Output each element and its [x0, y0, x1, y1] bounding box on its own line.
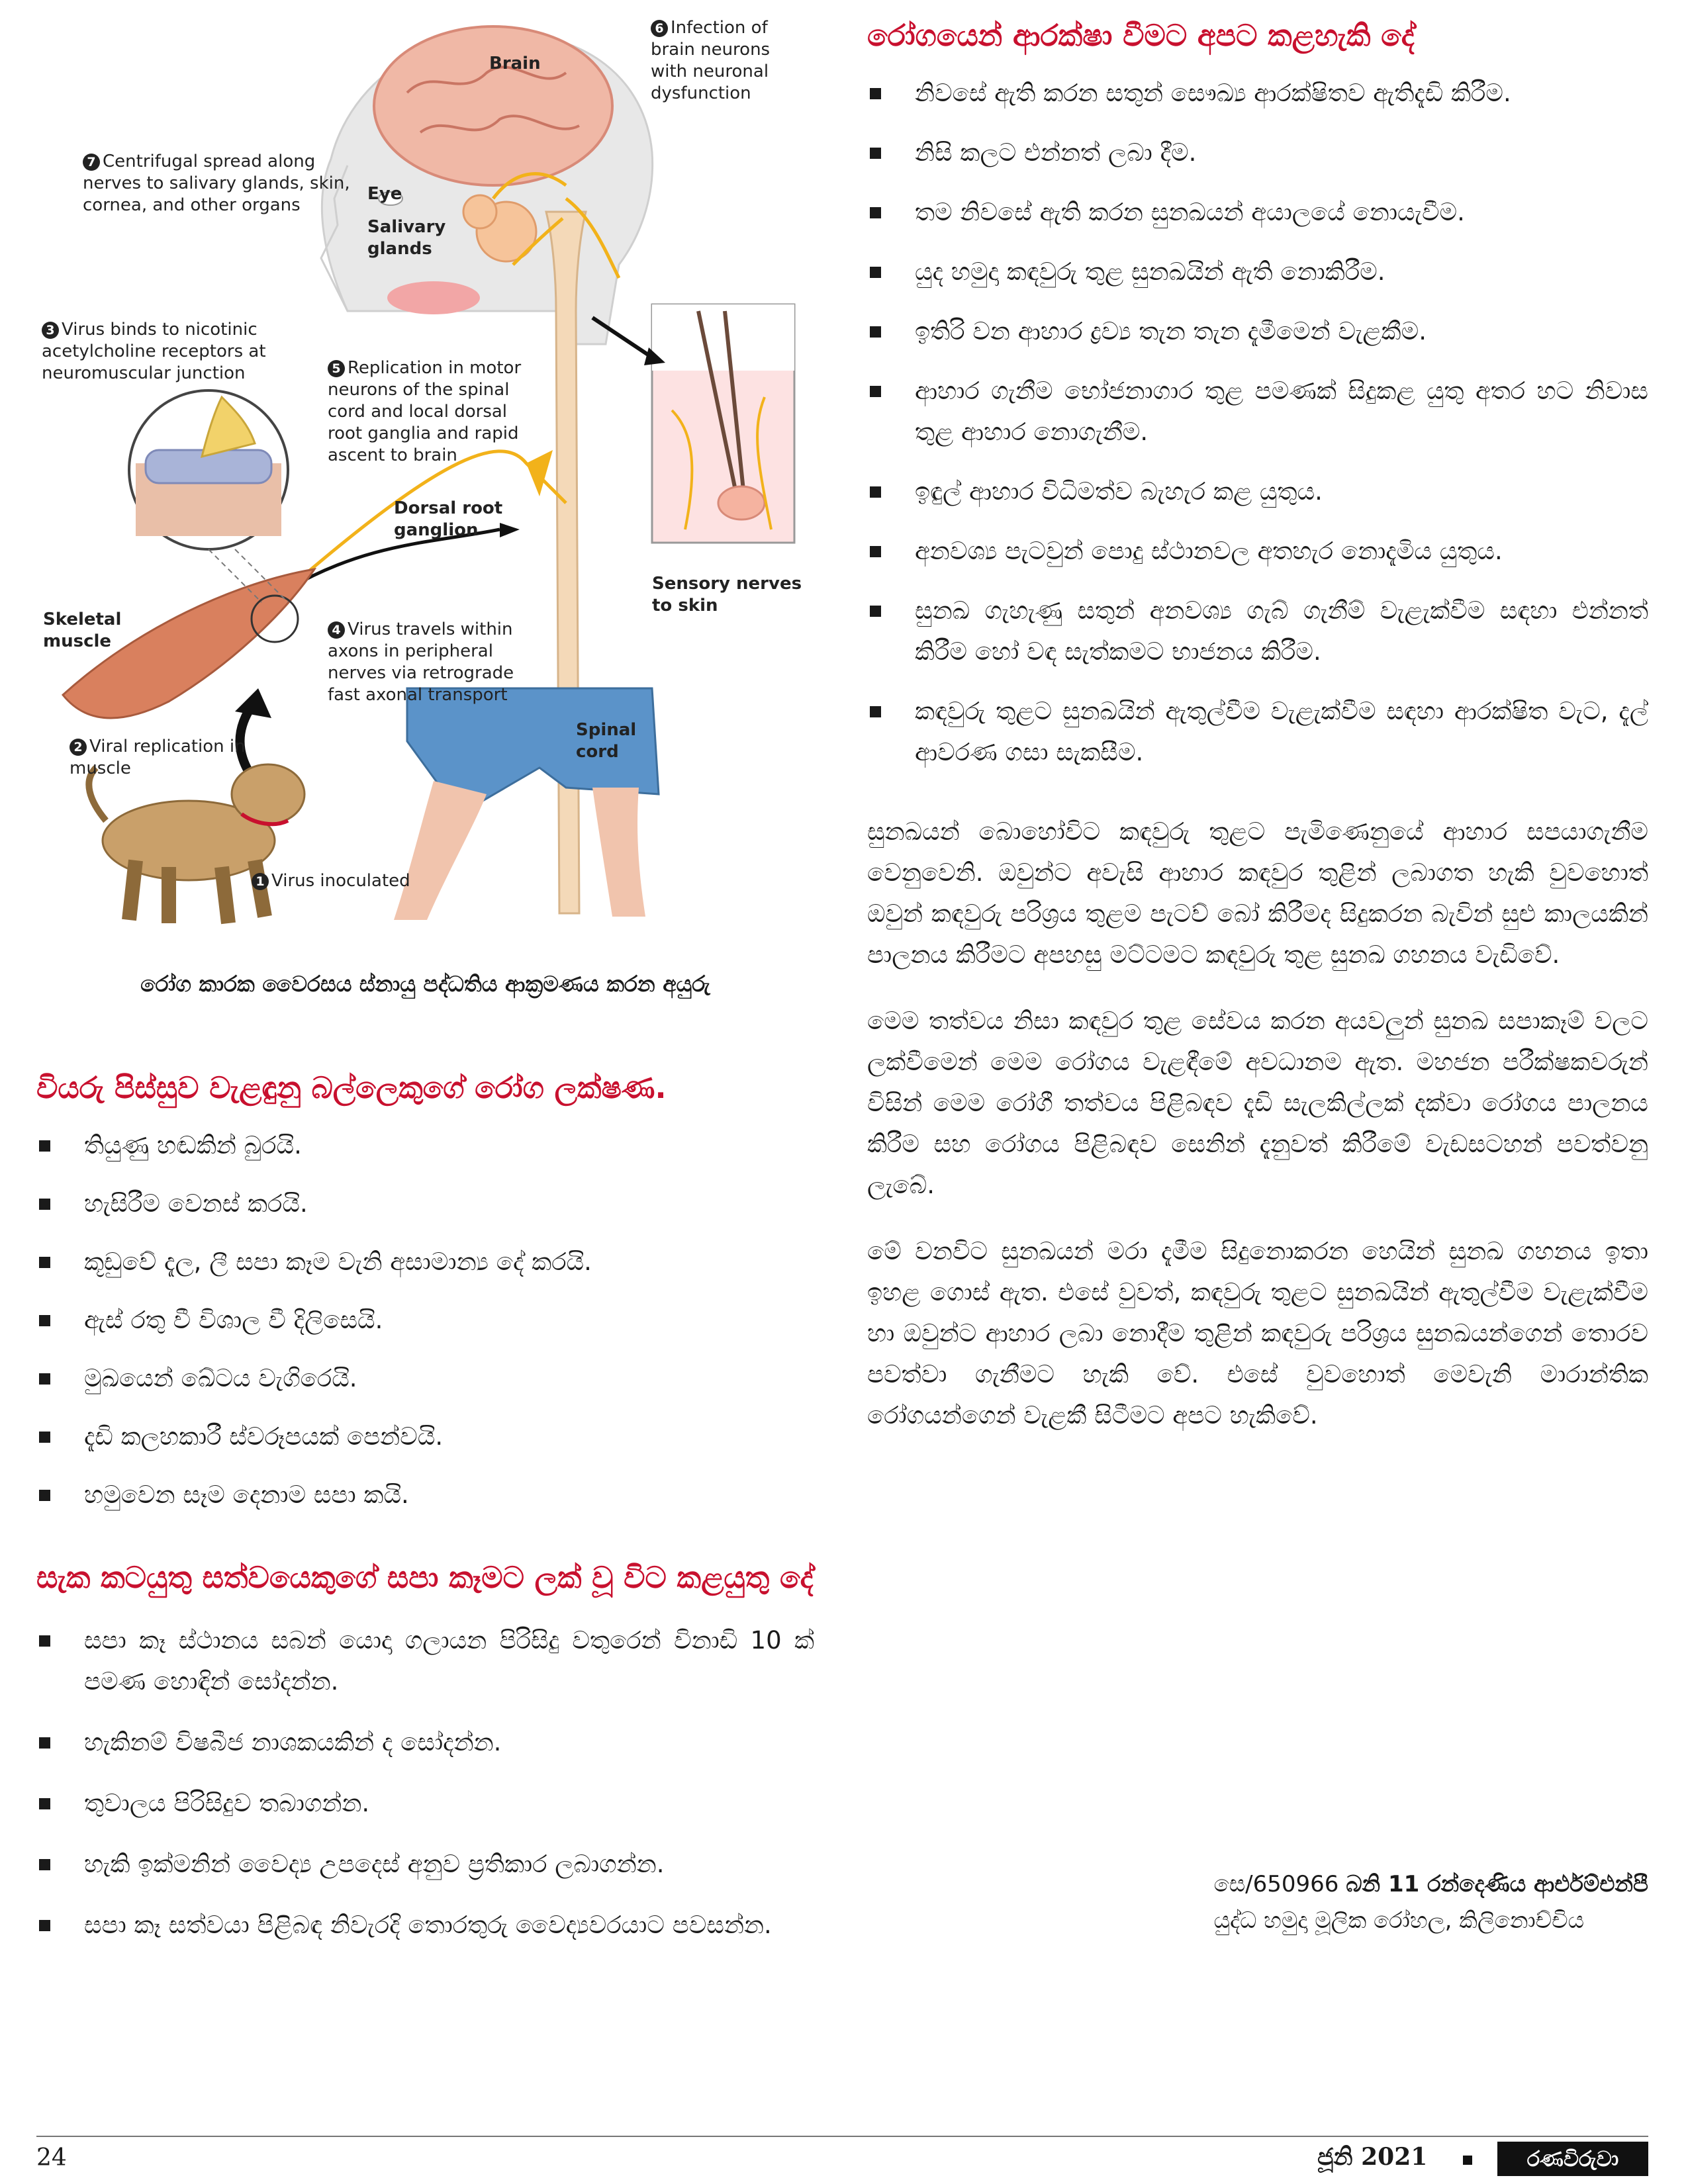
spinal-cord-label: Spinal cord [576, 720, 637, 762]
magazine-logo: රණවිරුවා [1497, 2142, 1648, 2176]
step-number-badge: 3 [42, 322, 59, 339]
square-bullet-icon [39, 1373, 50, 1385]
step-number-badge: 7 [83, 154, 100, 171]
eye-label: Eye [367, 184, 402, 204]
step-2-label [70, 736, 255, 780]
symptoms-section [36, 1066, 814, 1533]
list-item: නිසි කලට එන්නත් ලබා දීම. [867, 132, 1648, 173]
list-item: සපා කෑ ස්ථානය සබන් යොදා ගලායන පිරිසිදු වතුරෙන් විනාඩි 10 ක් පමණ හොඳින් සෝදන්න. [36, 1620, 814, 1702]
square-bullet-icon [39, 1859, 50, 1870]
step-number-badge: 2 [70, 739, 87, 756]
step-text: Virus binds to nicotinic acetylcholine receptors at neuromuscular junction [42, 320, 266, 383]
list-item: හැසිරීම වෙනස් කරයි. [36, 1183, 814, 1224]
square-bullet-icon [870, 207, 881, 218]
list-item: ඉතිරි වන ආහාර ද්‍රව්‍ය තැන තැන දැමීමෙන් වැළකීම. [867, 311, 1648, 352]
step-number-badge: 5 [328, 360, 345, 377]
square-bullet-icon [870, 148, 881, 159]
step-text: Virus travels within axons in peripheral nerves via retrograde fast axonal transport [328, 619, 514, 705]
list-item: තියුණු හඬකින් බුරයි. [36, 1125, 814, 1166]
list-item: හමුවෙන සෑම දෙනාම සපා කයි. [36, 1475, 814, 1516]
bite-actions-list [36, 1620, 814, 1946]
square-bullet-icon [870, 386, 881, 397]
square-bullet-icon [39, 1257, 50, 1268]
square-bullet-icon [870, 706, 881, 717]
square-bullet-icon [870, 267, 881, 278]
skeletal-muscle-label: Skeletal muscle [43, 610, 122, 651]
step-text: Viral replication in muscle [70, 737, 246, 778]
list-item: හැකි ඉක්මනින් වෛද්‍ය උපදෙස් අනුව ප්‍රතිකාර ලබාගන්න. [36, 1844, 814, 1885]
author-unit: යුද්ධ හමුදා මූලික රෝහල, කිලිනොච්චිය [1213, 1907, 1585, 1934]
prevention-heading: රෝගයෙන් ආරක්ෂා වීමට අපට කළහැකි දේ [867, 18, 1415, 53]
rabies-pathway-figure [36, 0, 814, 933]
bite-actions-heading: සැක කටයුතු සත්වයෙකුගේ සපා කෑමට ලක් වූ විට කළයුතු දේ [36, 1560, 814, 1595]
bite-actions-section [36, 1555, 814, 1966]
issue-date: ජූනි 2021 [1317, 2143, 1428, 2171]
step-text: Virus inoculated [271, 871, 410, 891]
list-item: තුවාලය පිරිසිදුව තබාගන්න. [36, 1783, 814, 1824]
list-item: කූඩුවේ දැල, ලී සපා කෑම වැනි අසාමාන්‍ය දේ කරයි. [36, 1242, 814, 1283]
list-item: අනවශ්‍ය පැටවුන් පොදු ස්ථානවල අතහැර නොදැමිය යුතුය. [867, 531, 1648, 572]
step-text: Centrifugal spread along nerves to salivary glands, skin, cornea, and other organs [83, 152, 350, 215]
list-item: දැඩි කලහකාරී ස්වරූපයක් පෙන්වයි. [36, 1416, 814, 1457]
square-bullet-icon [870, 486, 881, 498]
step-1-label [252, 870, 450, 892]
symptoms-list [36, 1125, 814, 1516]
brain-label: Brain [489, 54, 541, 73]
list-item: මුඛයෙන් ඛේටය වැගිරෙයි. [36, 1358, 814, 1399]
square-bullet-icon [870, 606, 881, 617]
square-bullet-icon [870, 326, 881, 338]
list-item: ආහාර ගැනීම භෝජනාගාර තුළ පමණක් සිදුකළ යුතු අතර හට නිවාස තුළ ආහාර නොගැනීම. [867, 371, 1648, 453]
page-number: 24 [36, 2144, 67, 2171]
square-bullet-icon [39, 1315, 50, 1326]
body-paragraph: සුනඛයන් බොහෝවිට කඳවුරු තුළට පැමිණෙනුයේ ආහාර සපයාගැනීම වෙනුවෙනි. ඔවුන්ට අවැසි ආහාර කඳවුර තුළින් ලබාගත හැකි වුවහොත් ඔවුන් කඳවුරු පරිශ්‍රය තුළම පැටව් බෝ කිරීමද සිදුකරන බැවින් සුළු කාලයකින් පාලනය කිරීමට අපහසු මට්ටමට කඳවුරු තුළ සුනඛ ගහනය වැඩිවේ. [867, 817, 1648, 969]
salivary-glands-label: Salivary glands [367, 217, 446, 259]
list-item: ඇස් රතු වී විශාල වී දිලිසෙයි. [36, 1300, 814, 1341]
step-3-label [42, 319, 320, 385]
list-item: හැකිනම් විෂබීජ නාශකයකින් ද සෝදන්න. [36, 1722, 814, 1763]
step-text: Replication in motor neurons of the spinal cord and local dorsal root ganglia and rapid ascent to brain [328, 358, 522, 465]
square-bullet-icon [39, 1199, 50, 1210]
right-column [867, 13, 1648, 1934]
list-item: ඉඳුල් ආහාර විධිමත්ව බැහැර කළ යුතුය. [867, 471, 1648, 512]
square-bullet-icon [39, 1798, 50, 1809]
step-text: Infection of brain neurons with neuronal dysfunction [651, 18, 771, 103]
square-bullet-icon [39, 1635, 50, 1647]
author-block [1214, 1866, 1648, 1939]
square-bullet-icon [39, 1432, 50, 1443]
square-bullet-icon [870, 88, 881, 99]
step-4-label [328, 619, 526, 706]
prevention-list [867, 73, 1648, 773]
square-bullet-icon [39, 1920, 50, 1931]
step-number-badge: 4 [328, 621, 345, 639]
step-6-label [651, 17, 810, 105]
step-7-label [83, 151, 354, 216]
square-separator-icon [1463, 2156, 1472, 2165]
step-number-badge: 1 [252, 873, 269, 890]
square-bullet-icon [39, 1737, 50, 1749]
sensory-nerves-label: Sensory nerves to skin [652, 574, 802, 615]
square-bullet-icon [39, 1140, 50, 1152]
list-item: යුද හමුදා කඳවුරු තුළ සුනඛයින් ඇති නොකිරීම. [867, 251, 1648, 293]
square-bullet-icon [39, 1490, 50, 1501]
list-item: තම නිවසේ ඇති කරන සුනඛයන් අයාලයේ නොයැවීම. [867, 192, 1648, 233]
square-bullet-icon [870, 546, 881, 557]
author-name: බනි 11 රන්දෙණිය ආර්එම්එන්පී [1346, 1871, 1648, 1897]
symptoms-heading: වියරු පිස්සුව වැළඳුනු බල්ලෙකුගේ රෝග ලක්ෂණ. [36, 1070, 667, 1105]
author-service-number: සෙ/650966 [1213, 1871, 1339, 1897]
body-paragraph: මේ වනවිට සුනඛයන් මරා දැමීම සිදුනොකරන හෙයින් සුනඛ ගහනය ඉතා ඉහළ ගොස් ඇත. එසේ වුවත්, කඳවුරු තුළට සුනඛයින් ඇතුල්වීම වැළැක්වීම හා ඔවුන්ට ආහාර ලබා නොදීම තුළින් කඳවුරු පරිශ්‍රය සුනඛයන්ගෙන් තොරව පවත්වා ගැනීමට හැකි වේ. එසේ වුවහොත් මෙවැනි මාරාන්තික රෝගයන්ගෙන් වැළකී සිටීමට අපට හැකිවේ. [867, 1237, 1648, 1430]
dorsal-root-ganglion-label: Dorsal root ganglion [394, 498, 503, 540]
list-item: නිවසේ ඇති කරන සතුන් සෞඛ්‍ය ආරක්ෂිතව ඇතිදැඩි කිරීම. [867, 73, 1648, 114]
footer-divider [36, 2136, 1648, 2137]
step-5-label [328, 357, 530, 467]
figure-illustration [36, 0, 814, 933]
step-number-badge: 6 [651, 20, 668, 37]
list-item: සපා කෑ සත්වයා පිළිබඳ නිවැරදි තොරතුරු වෛද්‍යවරයාට පවසන්න. [36, 1905, 814, 1946]
list-item: සුනඛ ගැහැණු සතුන් අනවශ්‍ය ගැබ් ගැනීම් වැළැක්වීම සඳහා එන්නත් කිරීම හෝ වඳ සැත්කමට භාජනය කිරීම. [867, 590, 1648, 672]
body-paragraph: මෙම තත්වය නිසා කඳවුර තුළ සේවය කරන අයවලුන් සුනඛ සපාකෑම් වලට ලක්වීමෙන් මෙම රෝගය වැළඳීමේ අවධානම ඇත. මහජන පරීක්ෂකවරුන් විසින් මෙම රෝගී තත්වය පිළිබඳව දැඩි සැලකිල්ලක් දක්වා රෝගය පාලනය කිරීම සහ රෝගය පිළිබඳව සෙනින් දැනුවත් කිරීමේ වැඩසටහන් පවත්වනු ලැබේ. [867, 1007, 1648, 1199]
list-item: කඳවුරු තුළට සුනඛයින් ඇතුල්වීම වැළැක්වීම සඳහා ආරක්ෂිත වැට, දැල් ආවරණ ගසා සැකසීම. [867, 691, 1648, 773]
prevention-section [867, 13, 1648, 1436]
figure-caption: රෝග කාරක වෛරසය ස්නායු පද්ධතිය ආක්‍රමණය කරන අයුරු [140, 971, 710, 997]
